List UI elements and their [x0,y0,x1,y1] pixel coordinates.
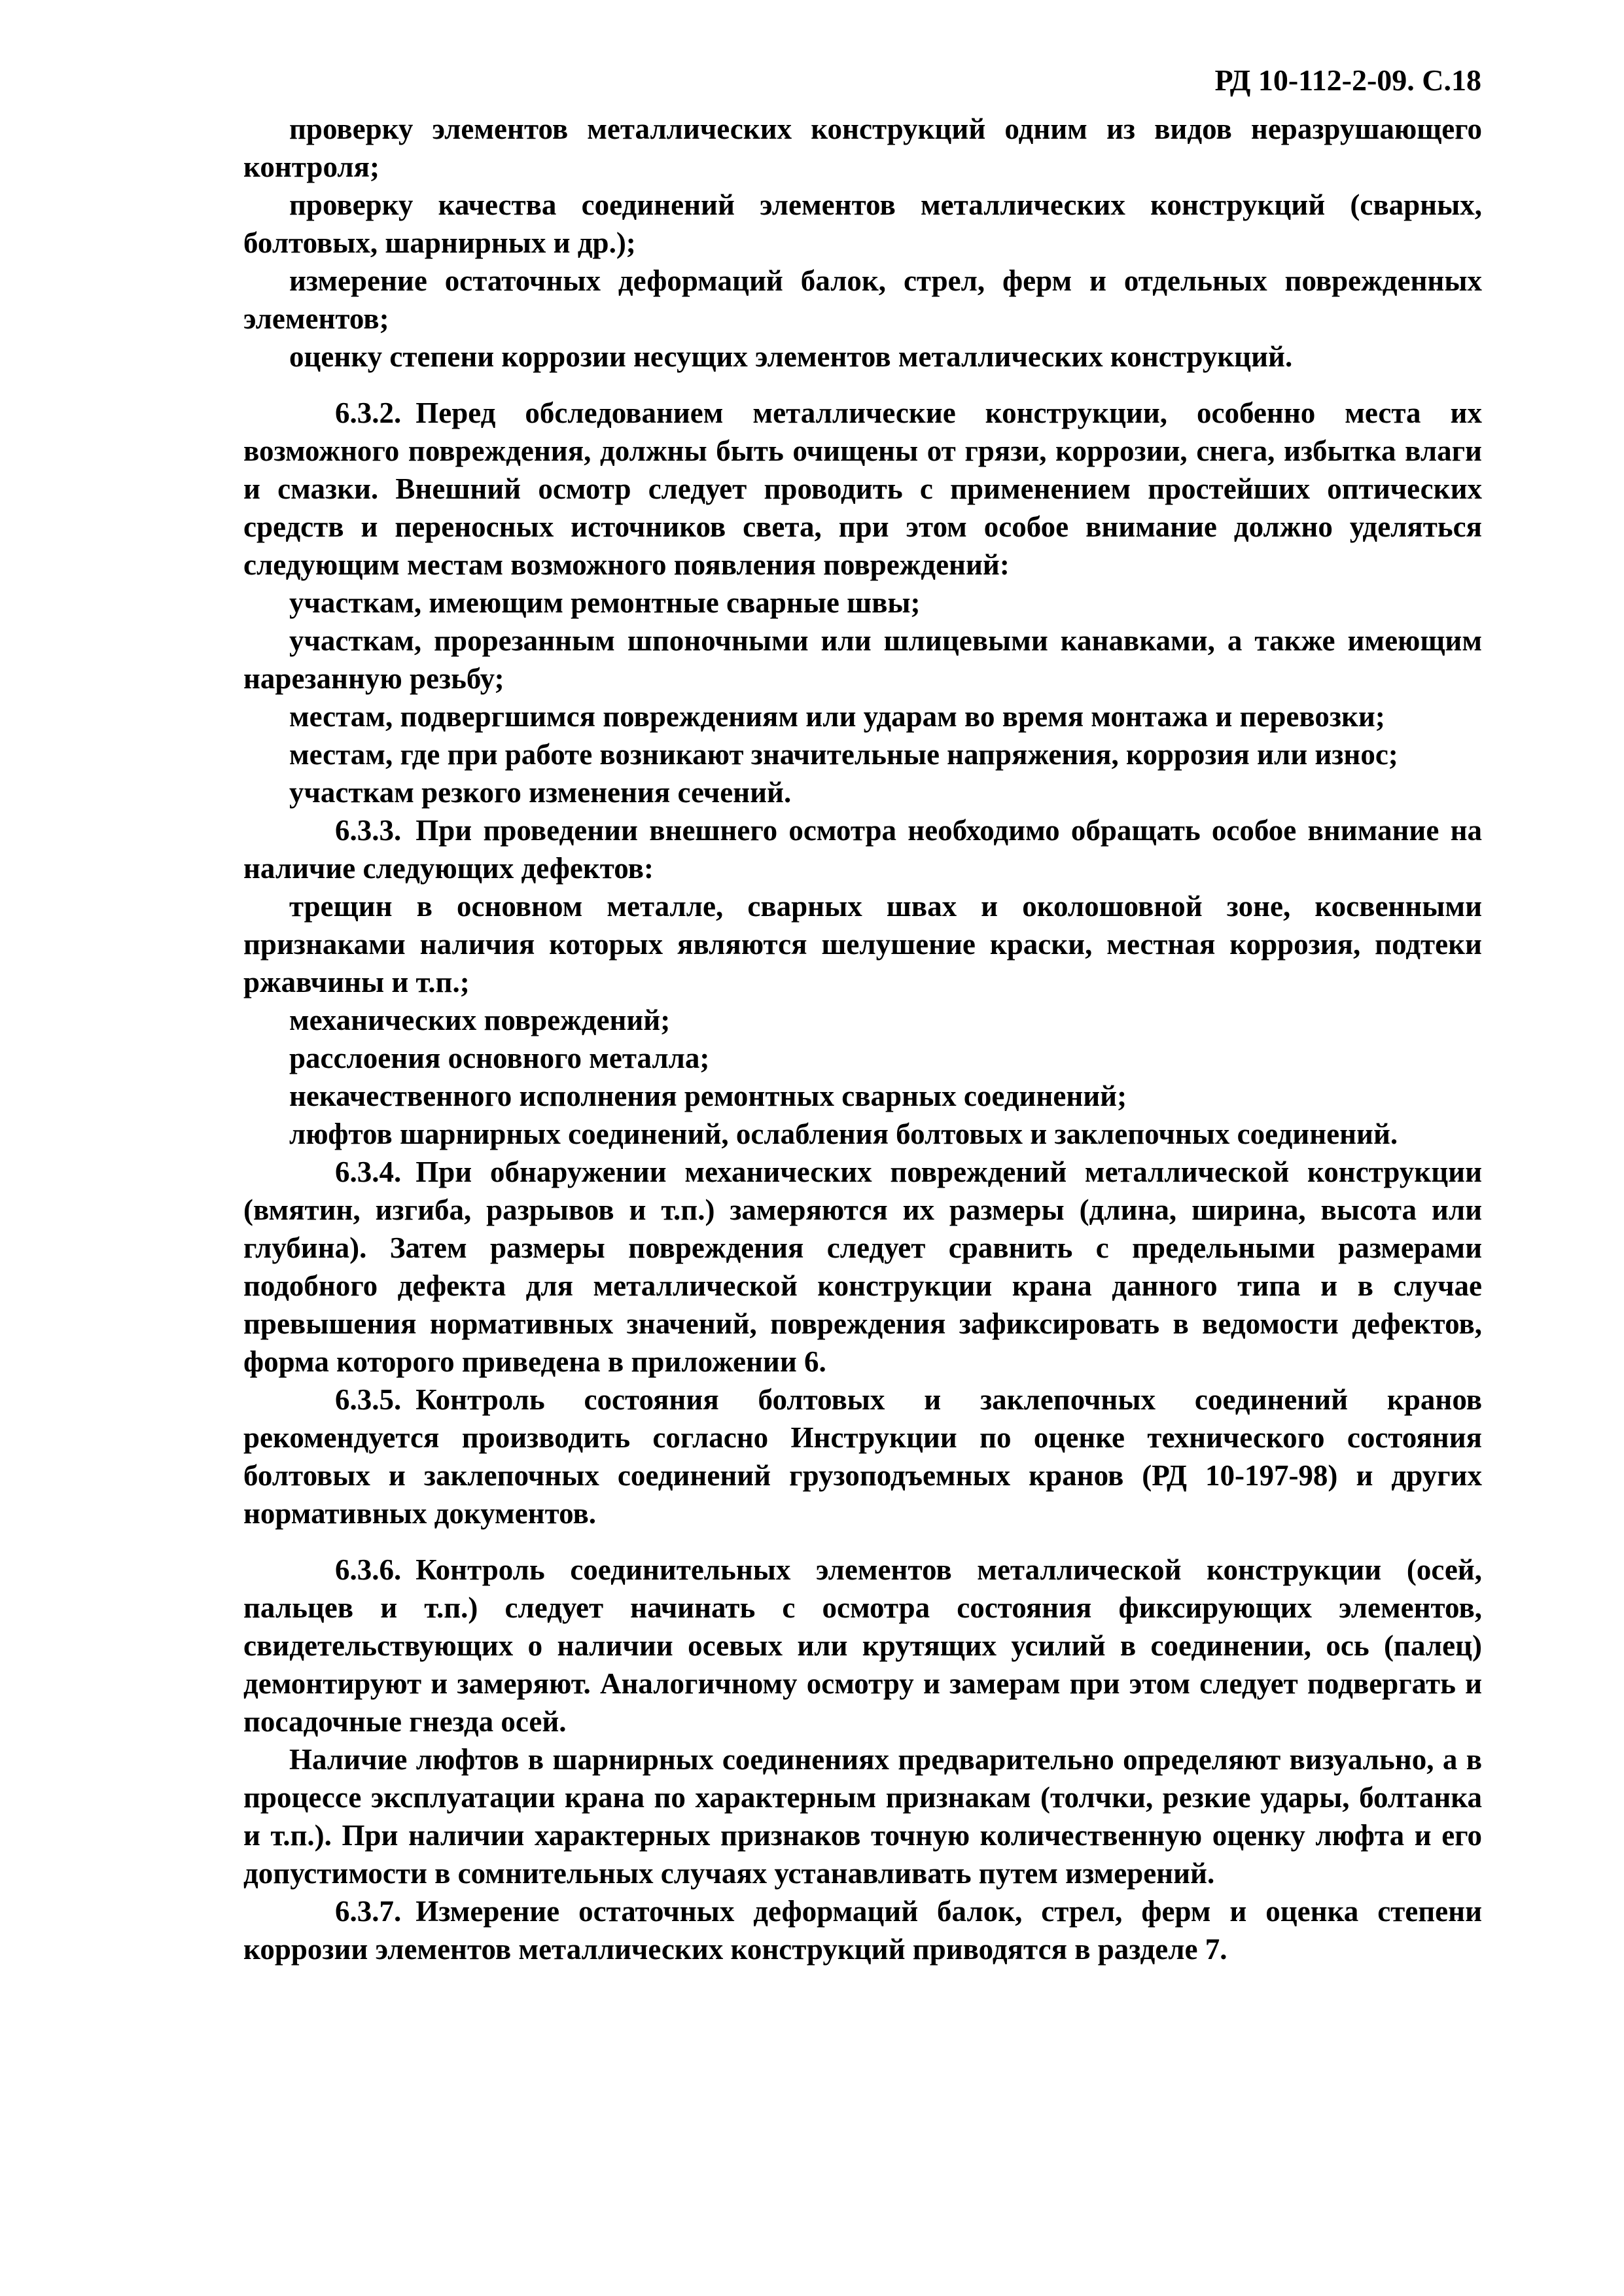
clause-number: 6.3.4. [335,1156,402,1188]
list-item-corrosion [243,338,1482,376]
paragraph-text: Контроль соединительных элементов металлической конструкции (осей, пальцев и т.п.) следует начинать с осмотра состояния фиксирующих элементов, свидетельствующих о наличии осевых или крутящих усилий в соединении, ось (палец) демонтируют и замеряют. Аналогичному осмотру и замерам при этом следует подвергать и посадочные гнезда осей. [243,1553,1482,1738]
paragraph-text: местам, подвергшимся повреждениям или ударам во время монтажа и перевозки; [289,700,1385,733]
paragraph-text: проверку качества соединений элементов металлических конструкций (сварных, болтовых, шарнирных и др.); [243,188,1482,259]
list-item-deformation [243,262,1482,338]
paragraph-text: расслоения основного металла; [289,1042,710,1074]
paragraph-text: участкам, имеющим ремонтные сварные швы; [289,586,921,619]
paragraph-text: участкам резкого изменения сечений. [289,776,792,809]
clause-6-3-6 [243,1551,1482,1740]
paragraph-text: оценку степени коррозии несущих элементов металлических конструкций. [289,340,1293,373]
clause-6-3-3 [243,811,1482,887]
list-item-repair-welds [243,584,1482,622]
paragraph-text: Перед обследованием металлические конструкции, особенно места их возможного повреждения, должны быть очищены от грязи, коррозии, снега, избытка влаги и смазки. Внешний осмотр следует проводить с применением простейших оптических средств и переносных источников света, при этом особое внимание должно уделяться следующим местам возможного появления повреждений: [243,397,1482,581]
paragraph-text: измерение остаточных деформаций балок, стрел, ферм и отдельных поврежденных элементов; [243,264,1482,335]
list-item-play-joints [243,1115,1482,1153]
paragraph-text: участкам, прорезанным шпоночными или шлицевыми канавками, а также имеющим нарезанную резьбу; [243,624,1482,695]
paragraph-text: Измерение остаточных деформаций балок, стрел, ферм и оценка степени коррозии элементов металлических конструкций приводятся в разделе 7. [243,1895,1482,1966]
paragraph-text: трещин в основном металле, сварных швах и околошовной зоне, косвенными признаками наличия которых являются шелушение краски, местная коррозия, подтеки ржавчины и т.п.; [243,890,1482,998]
clause-6-3-4 [243,1153,1482,1381]
body-text [243,110,1482,1968]
list-item-keyways [243,622,1482,698]
clause-number: 6.3.7. [335,1895,402,1928]
clause-number: 6.3.2. [335,397,402,429]
clause-6-3-7 [243,1892,1482,1968]
paragraph-text: местам, где при работе возникают значительные напряжения, коррозия или износ; [289,738,1398,771]
list-item-joint-quality [243,186,1482,262]
running-header: РД 10-112-2-09. С.18 [1214,63,1481,97]
paragraph-text: некачественного исполнения ремонтных сварных соединений; [289,1080,1127,1112]
paragraph-text: механических повреждений; [289,1004,671,1036]
paragraph-text: люфтов шарнирных соединений, ослабления болтовых и заклепочных соединений. [289,1118,1398,1150]
list-item-stress-places [243,735,1482,773]
clause-6-3-5 [243,1381,1482,1532]
paragraph-text: проверку элементов металлических конструкций одним из видов неразрушающего контроля; [243,113,1482,183]
clause-number: 6.3.6. [335,1553,402,1586]
paragraph-text: Наличие люфтов в шарнирных соединениях предварительно определяют визуально, а в процессе эксплуатации крана по характерным признакам (толчки, резкие удары, болтанка и т.п.). При наличии характерных признаков точную количественную оценку люфта и его допустимости в сомнительных случаях устанавливать путем измерений. [243,1743,1482,1890]
list-item-delamination [243,1039,1482,1077]
clause-6-3-2 [243,394,1482,584]
list-item-poor-welds [243,1077,1482,1115]
paragraph-play-detection [243,1740,1482,1892]
list-item-section-change [243,773,1482,811]
list-item-cracks [243,887,1482,1001]
list-item-damaged-places [243,698,1482,735]
paragraph-text: При проведении внешнего осмотра необходимо обращать особое внимание на наличие следующих дефектов: [243,814,1482,885]
clause-number: 6.3.3. [335,814,402,847]
list-item-mechanical-damage [243,1001,1482,1039]
clause-number: 6.3.5. [335,1383,402,1416]
paragraph-text: Контроль состояния болтовых и заклепочных соединений кранов рекомендуется производить согласно Инструкции по оценке технического состояния болтовых и заклепочных соединений грузоподъемных кранов (РД 10-197-98) и других нормативных документов. [243,1383,1482,1530]
list-item-ndt-check [243,110,1482,186]
paragraph-text: При обнаружении механических повреждений металлической конструкции (вмятин, изгиба, разрывов и т.п.) замеряются их размеры (длина, ширина, высота или глубина). Затем размеры повреждения следует сравнить с предельными размерами подобного дефекта для металлической конструкции крана данного типа и в случае превышения нормативных значений, повреждения зафиксировать в ведомости дефектов, форма которого приведена в приложении 6. [243,1156,1482,1378]
